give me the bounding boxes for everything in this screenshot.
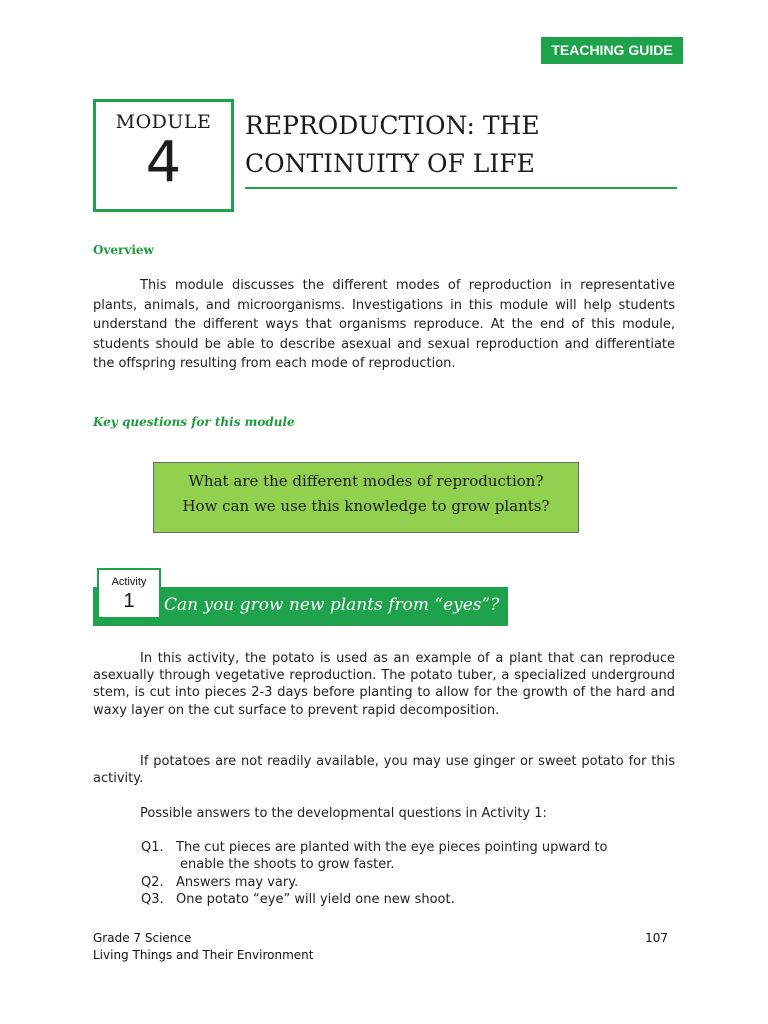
module-title [245,107,675,183]
module-title-line-2: CONTINUITY OF LIFE [245,149,535,178]
answer-q3-number: Q3. [141,892,164,907]
activity-number-box [97,568,161,619]
activity-label: Activity [111,576,147,588]
key-question-1: What are the different modes of reproduction? [188,472,544,490]
title-underline [245,187,677,189]
activity-paragraph-2: If potatoes are not readily available, you may use ginger or sweet potato for this activity. [93,754,675,787]
answer-q3-text: One potato “eye” will yield one new shoot. [176,892,455,907]
key-questions-heading: Key questions for this module [93,415,295,429]
answer-q1-line-2: enable the shoots to grow faster. [180,857,395,872]
footer-unit: Living Things and Their Environment [93,948,314,962]
answer-q1-line-1: The cut pieces are planted with the eye pieces pointing upward to [176,840,608,855]
answer-q1-number: Q1. [141,840,164,855]
overview-heading: Overview [93,243,154,257]
answer-q1 [141,839,675,873]
teaching-guide-badge: TEACHING GUIDE [541,37,683,64]
activity-paragraph-1: In this activity, the potato is used as an example of a plant that can reproduce asexually through vegetative reproduction. The potato tuber, a specialized underground stem, is cut into pieces 2-3 days before planting to allow for the growth of the hard and waxy layer on the cut surface to prevent rapid decomposition. [93,651,675,718]
activity-number: 1 [123,590,135,612]
module-title-line-1: REPRODUCTION: THE [245,111,540,140]
module-number-box [93,99,234,212]
overview-paragraph: This module discusses the different modes of reproduction in representative plants, animals, and microorganisms. Investigations in this module will help students understand the different ways that organisms reproduce. At the end of this module, students should be able to describe asexual and sexual reproduction and differentiate the offspring resulting from each mode of reproduction. [93,278,675,371]
footer-course: Grade 7 Science [93,931,192,945]
module-number: 4 [145,130,182,195]
module-label: MODULE [115,111,212,133]
page-footer [93,930,675,964]
key-question-2: How can we use this knowledge to grow plants? [182,497,550,515]
activity-title: Can you grow new plants from “eyes”? [164,595,500,615]
answer-q3 [141,891,675,908]
activity-paragraph-3: Possible answers to the developmental questions in Activity 1: [140,806,547,821]
answer-q2 [141,874,675,891]
key-questions-box [153,462,579,533]
answer-q2-text: Answers may vary. [176,875,299,890]
answer-q2-number: Q2. [141,875,164,890]
page-number: 107 [645,931,668,945]
